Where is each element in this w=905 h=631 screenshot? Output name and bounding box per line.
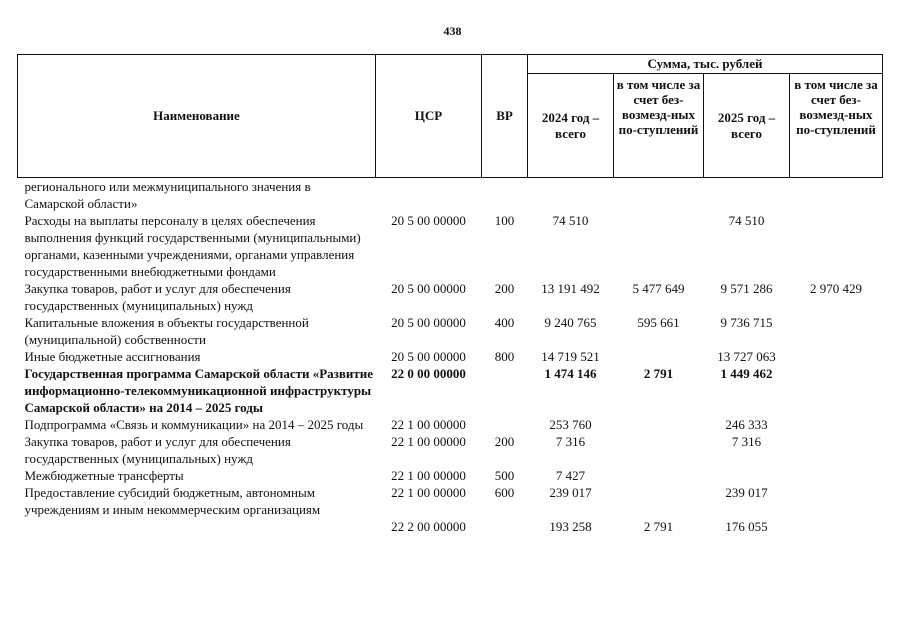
row-2024-grant-cell: 2 791 xyxy=(643,519,674,534)
row-csr-cell: 22 1 00 00000 xyxy=(391,468,466,483)
row-name-cell: Государственная программа Самарской области «Развитие информационно-телекоммуникационной инфраструктуры Самарской области» на 2014 – 2025 годы xyxy=(24,366,374,415)
row-2024-total-cell: 13 191 492 xyxy=(541,281,600,296)
row-2024-total-cell: 7 316 xyxy=(555,434,586,449)
row-2025-grant-cell xyxy=(790,467,883,484)
row-2024-grant-cell xyxy=(614,178,704,213)
row-2025-total-cell: 9 736 715 xyxy=(720,315,773,330)
budget-table xyxy=(17,54,883,535)
row-2024-total-cell: 7 427 xyxy=(555,468,586,483)
row-2024-total-cell: 14 719 521 xyxy=(541,349,600,364)
row-csr-cell: 20 5 00 00000 xyxy=(391,281,466,296)
row-name-cell: Капитальные вложения в объекты государственной (муниципальной) собственности xyxy=(24,315,309,347)
row-csr-cell: 20 5 00 00000 xyxy=(391,349,466,364)
table-row xyxy=(18,212,883,280)
table-row xyxy=(18,467,883,484)
row-name-cell xyxy=(18,518,376,535)
row-2025-grant-cell xyxy=(790,314,883,348)
row-2025-total-cell xyxy=(704,467,790,484)
row-vr-cell xyxy=(482,518,528,535)
row-2025-grant-cell xyxy=(790,178,883,213)
row-csr-cell: 22 1 00 00000 xyxy=(391,485,466,500)
row-2024-grant-cell xyxy=(614,416,704,433)
row-2025-total-cell: 13 727 063 xyxy=(717,349,776,364)
row-2024-total-cell: 239 017 xyxy=(549,485,592,500)
header-csr: ЦСР xyxy=(376,55,482,178)
header-2025-total: 2025 год – всего xyxy=(704,74,790,178)
row-2024-total-cell: 74 510 xyxy=(552,213,589,228)
row-2025-total-cell: 1 449 462 xyxy=(720,366,773,381)
table-row xyxy=(18,314,883,348)
row-name-cell: Закупка товаров, работ и услуг для обеспечения государственных (муниципальных) нужд xyxy=(24,281,291,313)
row-2024-grant-cell: 5 477 649 xyxy=(632,281,685,296)
row-name-cell: Расходы на выплаты персоналу в целях обеспечения выполнения функций государственными (муниципальными) органами, казенными учреждениями, органами управления государственными внебюджетными фондами xyxy=(24,213,361,279)
row-2025-grant-cell xyxy=(790,416,883,433)
row-name-cell: Подпрограмма «Связь и коммуникации» на 2014 – 2025 годы xyxy=(24,417,364,432)
row-vr-cell: 500 xyxy=(494,468,515,483)
row-name-cell: Межбюджетные трансферты xyxy=(24,468,184,483)
table-row xyxy=(18,518,883,535)
header-vr: ВР xyxy=(482,55,528,178)
row-vr-cell: 800 xyxy=(494,349,515,364)
table-row xyxy=(18,484,883,518)
row-vr-cell: 600 xyxy=(494,485,515,500)
row-2024-total-cell: 193 258 xyxy=(549,519,592,534)
row-2024-total-cell xyxy=(528,178,614,213)
table-row xyxy=(18,280,883,314)
row-csr-cell: 20 5 00 00000 xyxy=(391,213,466,228)
row-vr-cell: 200 xyxy=(494,281,515,296)
row-name-cell: регионального или межмуниципального значения в Самарской области» xyxy=(24,179,311,211)
row-2024-grant-cell xyxy=(614,348,704,365)
row-csr-cell: 22 1 00 00000 xyxy=(391,417,466,432)
row-2024-total-cell: 1 474 146 xyxy=(544,366,597,381)
row-2025-grant-cell xyxy=(790,518,883,535)
row-2024-grant-cell xyxy=(614,484,704,518)
table-row xyxy=(18,365,883,416)
row-csr-cell: 22 1 00 00000 xyxy=(391,434,466,449)
row-2025-grant-cell xyxy=(790,365,883,416)
row-2025-total-cell: 176 055 xyxy=(725,519,768,534)
row-csr-cell xyxy=(376,178,482,213)
row-name-cell: Иные бюджетные ассигнования xyxy=(24,349,201,364)
row-2024-total-cell: 253 760 xyxy=(549,417,592,432)
row-2024-total-cell: 9 240 765 xyxy=(544,315,597,330)
row-2024-grant-cell xyxy=(614,433,704,467)
row-csr-cell: 22 0 00 00000 xyxy=(391,366,466,381)
header-name: Наименование xyxy=(18,55,376,178)
page-number: 438 xyxy=(443,24,462,38)
row-2025-grant-cell xyxy=(790,433,883,467)
row-2025-grant-cell xyxy=(790,484,883,518)
row-vr-cell: 400 xyxy=(494,315,515,330)
row-2024-grant-cell xyxy=(614,212,704,280)
row-2025-grant-cell: 2 970 429 xyxy=(810,281,862,296)
row-2025-grant-cell xyxy=(790,348,883,365)
row-2024-grant-cell xyxy=(614,467,704,484)
row-2025-total-cell: 246 333 xyxy=(725,417,768,432)
row-vr-cell xyxy=(482,365,528,416)
table-row xyxy=(18,416,883,433)
row-2025-total-cell xyxy=(704,178,790,213)
row-vr-cell xyxy=(482,416,528,433)
header-sum-group: Сумма, тыс. рублей xyxy=(528,55,883,74)
row-2025-total-cell: 239 017 xyxy=(725,485,768,500)
header-2024-total: 2024 год – всего xyxy=(528,74,614,178)
row-csr-cell: 20 5 00 00000 xyxy=(391,315,466,330)
row-2025-total-cell: 7 316 xyxy=(731,434,762,449)
table-row xyxy=(18,178,883,213)
row-name-cell: Предоставление субсидий бюджетным, автономным учреждениям и иным некоммерческим организациям xyxy=(24,485,321,517)
table-row xyxy=(18,433,883,467)
row-vr-cell: 200 xyxy=(494,434,515,449)
row-name-cell: Закупка товаров, работ и услуг для обеспечения государственных (муниципальных) нужд xyxy=(24,434,291,466)
row-2024-grant-cell: 595 661 xyxy=(637,315,680,330)
row-2025-total-cell: 9 571 286 xyxy=(720,281,773,296)
table-body xyxy=(18,178,883,536)
header-2024-grant: в том числе за счет без-возмезд-ных по-ступлений xyxy=(614,74,704,178)
row-vr-cell xyxy=(482,178,528,213)
row-2025-total-cell: 74 510 xyxy=(728,213,765,228)
row-2024-grant-cell: 2 791 xyxy=(643,366,674,381)
table-row xyxy=(18,348,883,365)
header-2025-grant: в том числе за счет без-возмезд-ных по-ступлений xyxy=(790,74,883,178)
row-vr-cell: 100 xyxy=(494,213,515,228)
row-2025-grant-cell xyxy=(790,212,883,280)
row-csr-cell: 22 2 00 00000 xyxy=(391,519,466,534)
